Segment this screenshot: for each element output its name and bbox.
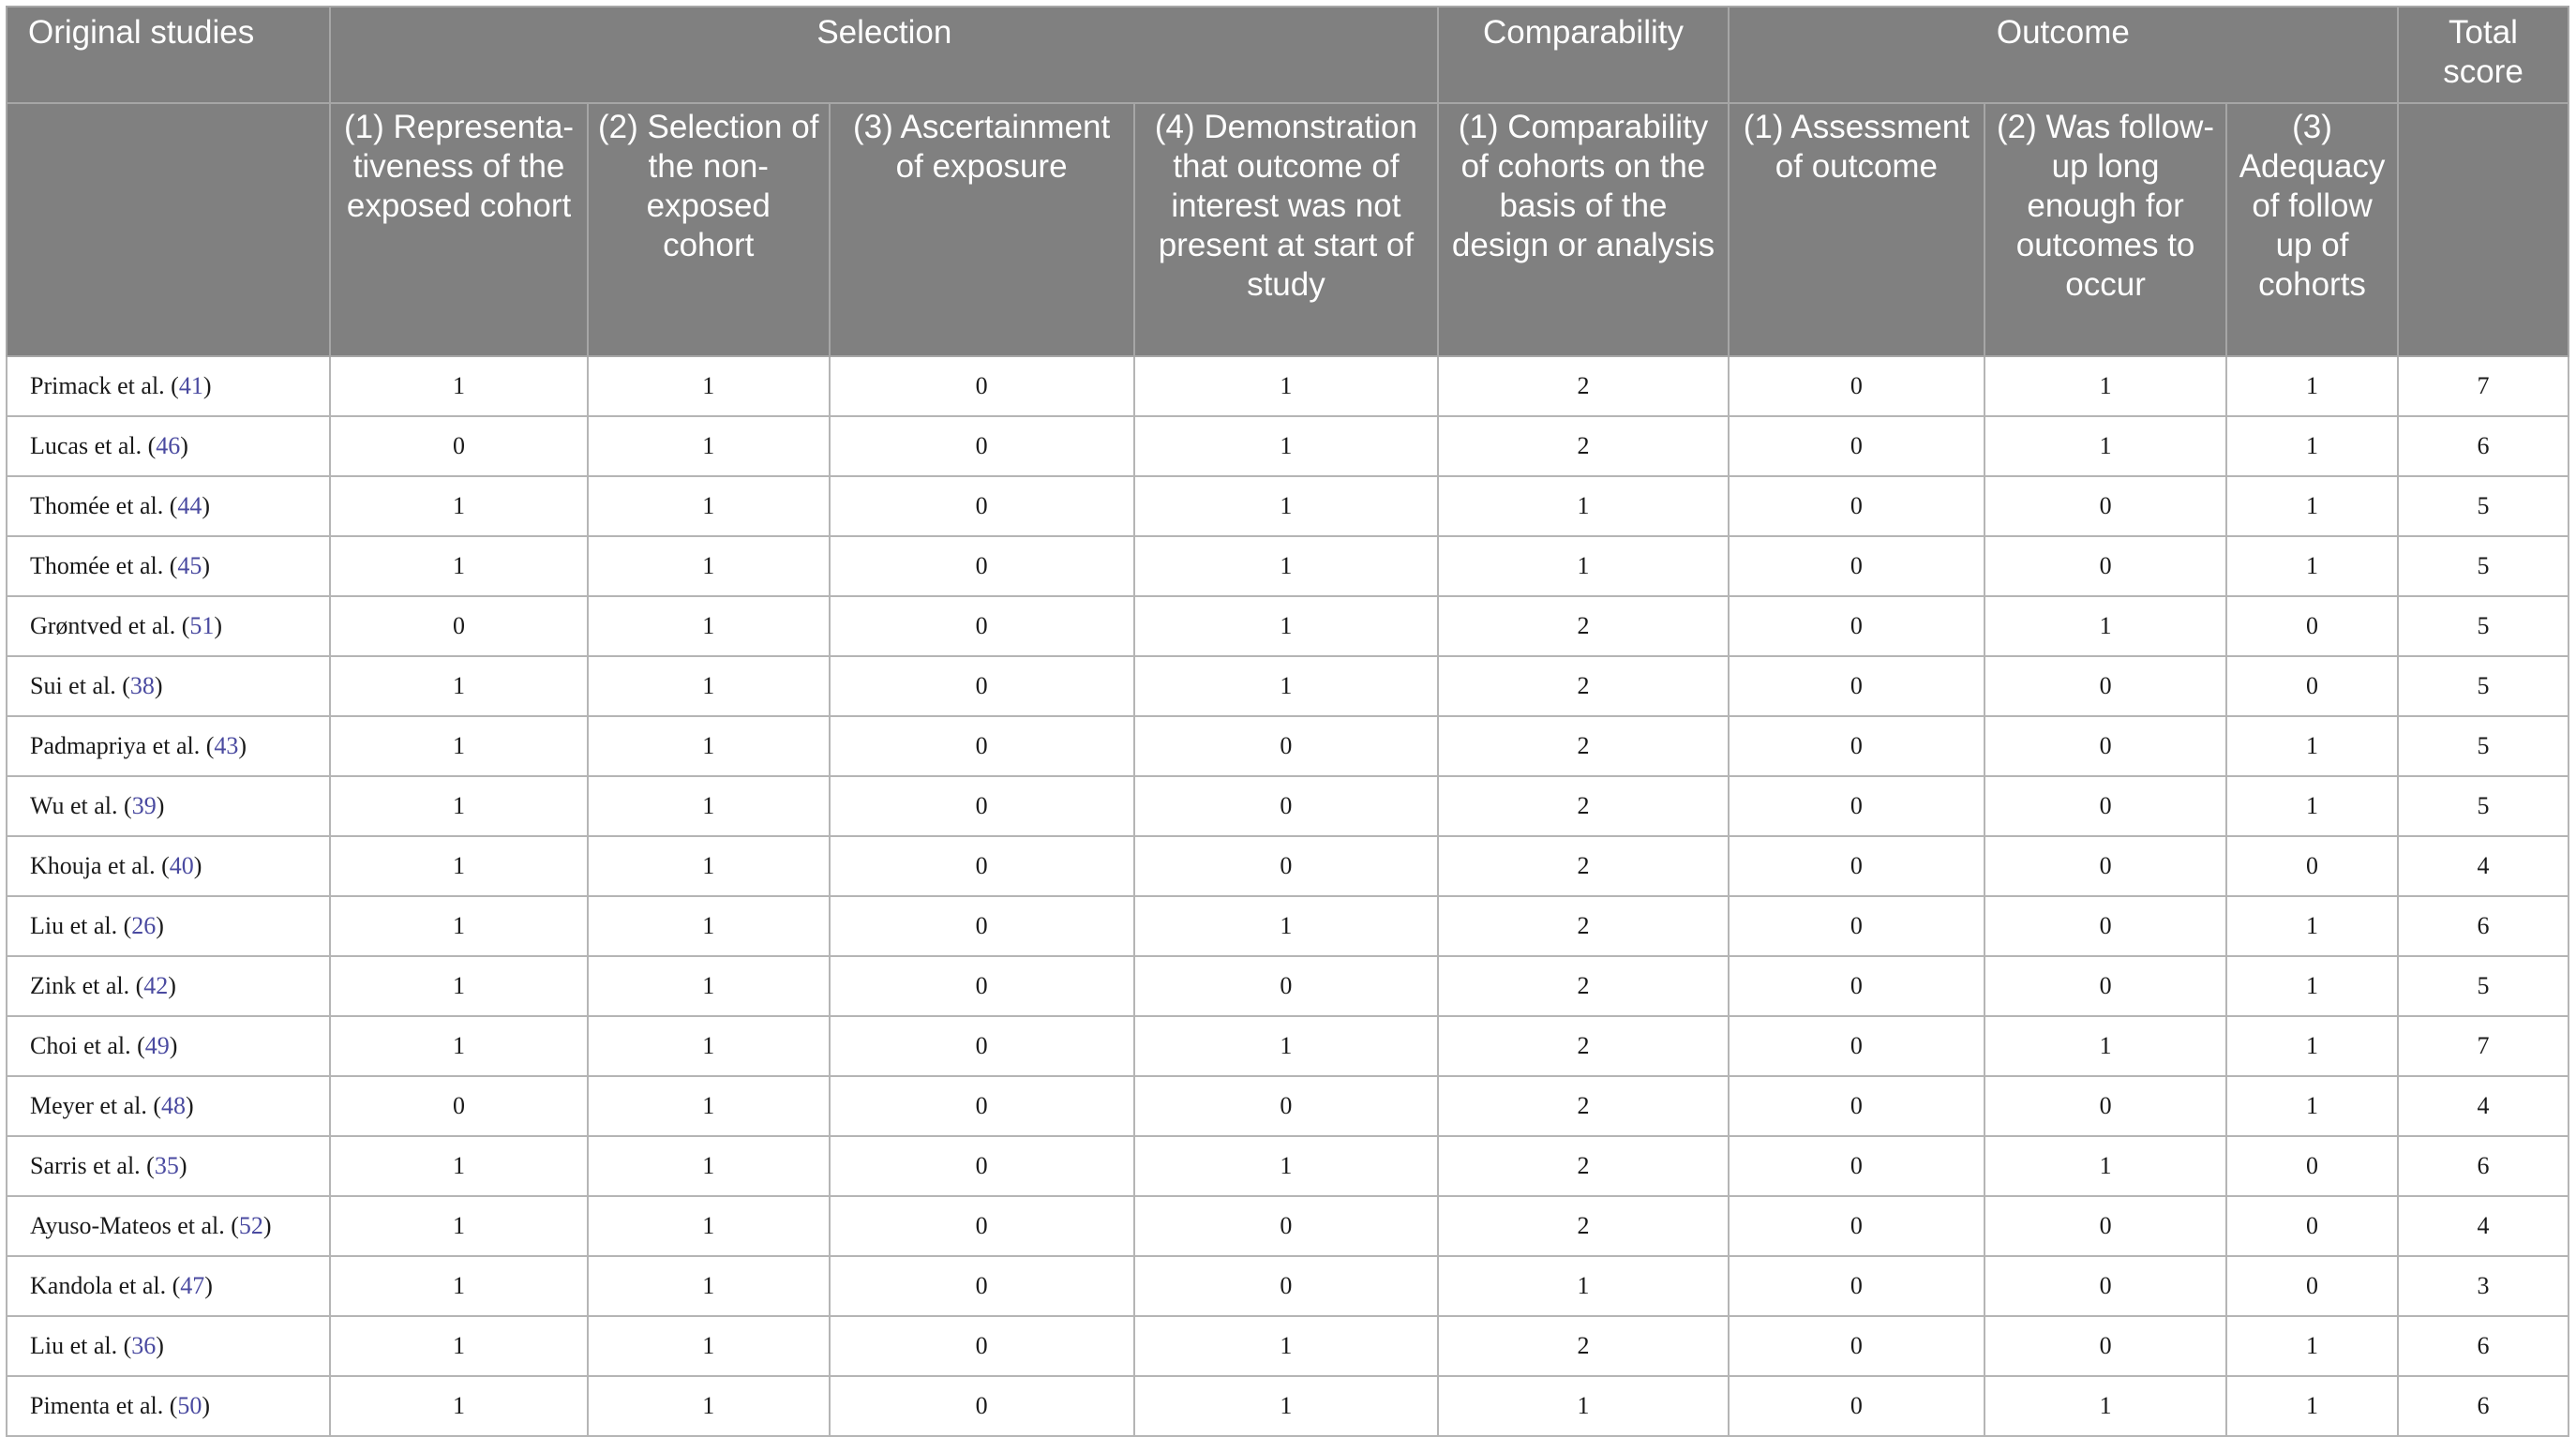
score-cell: 1: [2226, 956, 2398, 1016]
total-score-cell: 6: [2398, 1316, 2569, 1376]
score-cell: 1: [588, 1076, 830, 1136]
score-cell: 1: [330, 536, 587, 596]
score-cell: 0: [330, 1076, 587, 1136]
table-row: [7, 776, 2569, 836]
score-cell: 1: [2226, 1316, 2398, 1376]
score-cell: 0: [830, 596, 1134, 656]
score-cell: 1: [1134, 536, 1439, 596]
score-cell: 1: [1134, 656, 1439, 716]
score-cell: 1: [1984, 416, 2226, 476]
score-cell: 0: [1134, 1256, 1439, 1316]
header-selection-1: (1) Representa-tiveness of the exposed cohort: [330, 103, 587, 356]
score-cell: 0: [1984, 896, 2226, 956]
score-cell: 0: [1134, 716, 1439, 776]
total-score-cell: 5: [2398, 656, 2569, 716]
score-cell: 2: [1438, 1076, 1728, 1136]
score-cell: 0: [830, 1076, 1134, 1136]
total-score-cell: 4: [2398, 1076, 2569, 1136]
score-cell: 1: [2226, 356, 2398, 416]
score-cell: 0: [830, 1196, 1134, 1256]
closing-paren: ): [202, 372, 212, 399]
score-cell: 2: [1438, 656, 1728, 716]
score-cell: 0: [1984, 656, 2226, 716]
score-cell: 1: [588, 416, 830, 476]
score-cell: 1: [2226, 416, 2398, 476]
score-cell: 1: [330, 1256, 587, 1316]
score-cell: 0: [1134, 1196, 1439, 1256]
table-body: [7, 356, 2569, 1436]
study-cell: [7, 536, 330, 596]
score-cell: 1: [2226, 776, 2398, 836]
score-cell: 0: [830, 656, 1134, 716]
score-cell: 1: [330, 1196, 587, 1256]
reference-link[interactable]: 46: [156, 432, 181, 459]
score-cell: 0: [1729, 356, 1984, 416]
score-cell: 1: [2226, 716, 2398, 776]
score-cell: 0: [1729, 776, 1984, 836]
table-row: [7, 1076, 2569, 1136]
score-cell: 0: [830, 476, 1134, 536]
score-cell: 2: [1438, 896, 1728, 956]
score-cell: 0: [1729, 956, 1984, 1016]
study-cell: [7, 656, 330, 716]
header-outcome: Outcome: [1729, 7, 2398, 103]
study-name: Primack et al. (: [30, 372, 179, 399]
closing-paren: ): [178, 1152, 187, 1179]
total-score-cell: 5: [2398, 536, 2569, 596]
table-row: [7, 1376, 2569, 1436]
score-cell: 1: [588, 956, 830, 1016]
reference-link[interactable]: 36: [131, 1332, 157, 1359]
score-cell: 1: [588, 1316, 830, 1376]
closing-paren: ): [193, 852, 202, 879]
score-cell: 0: [1984, 956, 2226, 1016]
closing-paren: ): [186, 1092, 194, 1119]
study-cell: [7, 476, 330, 536]
header-blank: [7, 103, 330, 356]
score-cell: 0: [2226, 1196, 2398, 1256]
score-cell: 1: [1134, 416, 1439, 476]
score-cell: 1: [2226, 1076, 2398, 1136]
score-cell: 1: [330, 1136, 587, 1196]
score-cell: 0: [830, 776, 1134, 836]
study-name: Sarris et al. (: [30, 1152, 155, 1179]
study-cell: [7, 956, 330, 1016]
study-name: Pimenta et al. (: [30, 1392, 178, 1419]
study-name: Liu et al. (: [30, 1332, 132, 1359]
score-cell: 1: [330, 1316, 587, 1376]
score-cell: 2: [1438, 776, 1728, 836]
study-cell: [7, 776, 330, 836]
score-cell: 1: [2226, 476, 2398, 536]
score-cell: 1: [1984, 596, 2226, 656]
score-cell: 1: [330, 896, 587, 956]
score-cell: 0: [2226, 596, 2398, 656]
score-cell: 0: [830, 896, 1134, 956]
total-score-cell: 7: [2398, 356, 2569, 416]
score-cell: 0: [1729, 656, 1984, 716]
score-cell: 0: [830, 836, 1134, 896]
score-cell: 2: [1438, 1136, 1728, 1196]
score-cell: 1: [1984, 356, 2226, 416]
score-cell: 1: [1438, 1376, 1728, 1436]
reference-link[interactable]: 41: [178, 372, 203, 399]
score-cell: 1: [2226, 896, 2398, 956]
closing-paren: ): [169, 1032, 178, 1059]
score-cell: 0: [830, 956, 1134, 1016]
closing-paren: ): [214, 612, 223, 639]
score-cell: 0: [1984, 1316, 2226, 1376]
study-name: Padmapriya et al. (: [30, 732, 215, 759]
study-name: Choi et al. (: [30, 1032, 145, 1059]
study-name: Sui et al. (: [30, 672, 130, 699]
score-cell: 0: [1729, 836, 1984, 896]
closing-paren: ): [156, 1332, 164, 1359]
score-cell: 1: [1984, 1016, 2226, 1076]
score-cell: 0: [830, 416, 1134, 476]
score-cell: 1: [588, 716, 830, 776]
header-blank-total: [2398, 103, 2569, 356]
study-name: Zink et al. (: [30, 972, 144, 999]
closing-paren: ): [202, 492, 211, 519]
total-score-cell: 5: [2398, 776, 2569, 836]
score-cell: 0: [1984, 1196, 2226, 1256]
score-cell: 0: [1984, 1256, 2226, 1316]
closing-paren: ): [156, 912, 164, 939]
score-cell: 0: [1134, 1076, 1439, 1136]
reference-link[interactable]: 49: [144, 1032, 170, 1059]
score-cell: 0: [830, 716, 1134, 776]
study-name: Khouja et al. (: [30, 852, 170, 879]
table-row: [7, 356, 2569, 416]
score-cell: 1: [2226, 1016, 2398, 1076]
score-cell: 0: [1729, 1256, 1984, 1316]
score-cell: 2: [1438, 836, 1728, 896]
score-cell: 1: [1134, 476, 1439, 536]
score-cell: 0: [1729, 1196, 1984, 1256]
study-name: Thomée et al. (: [30, 492, 178, 519]
closing-paren: ): [238, 732, 247, 759]
score-cell: 0: [1729, 716, 1984, 776]
table-row: [7, 1136, 2569, 1196]
total-score-cell: 5: [2398, 716, 2569, 776]
score-cell: 2: [1438, 416, 1728, 476]
closing-paren: ): [204, 1272, 213, 1299]
score-cell: 0: [330, 416, 587, 476]
study-cell: [7, 416, 330, 476]
score-cell: 0: [1134, 956, 1439, 1016]
score-cell: 0: [2226, 836, 2398, 896]
study-cell: [7, 1016, 330, 1076]
header-original-studies: Original studies: [7, 7, 330, 103]
header-selection-2: (2) Selection of the non-exposed cohort: [588, 103, 830, 356]
study-name: Wu et al. (: [30, 792, 132, 819]
score-cell: 1: [330, 1016, 587, 1076]
score-cell: 0: [830, 1316, 1134, 1376]
total-score-cell: 6: [2398, 1376, 2569, 1436]
score-cell: 0: [1984, 836, 2226, 896]
study-cell: [7, 596, 330, 656]
score-cell: 1: [330, 716, 587, 776]
study-cell: [7, 1136, 330, 1196]
score-cell: 1: [588, 1256, 830, 1316]
closing-paren: ): [202, 1392, 211, 1419]
score-cell: 1: [588, 656, 830, 716]
score-cell: 2: [1438, 716, 1728, 776]
score-cell: 1: [1438, 476, 1728, 536]
study-cell: [7, 1256, 330, 1316]
score-cell: 1: [588, 896, 830, 956]
reference-link[interactable]: 35: [154, 1152, 179, 1179]
score-cell: 1: [588, 356, 830, 416]
reference-link[interactable]: 39: [131, 792, 157, 819]
score-cell: 0: [1984, 1076, 2226, 1136]
table-row: [7, 956, 2569, 1016]
score-cell: 1: [588, 1376, 830, 1436]
score-cell: 1: [1134, 356, 1439, 416]
study-cell: [7, 1376, 330, 1436]
study-name: Liu et al. (: [30, 912, 132, 939]
table-row: [7, 596, 2569, 656]
total-score-cell: 7: [2398, 1016, 2569, 1076]
score-cell: 0: [2226, 1256, 2398, 1316]
total-score-cell: 5: [2398, 476, 2569, 536]
score-cell: 0: [830, 1376, 1134, 1436]
score-cell: 0: [1984, 716, 2226, 776]
header-outcome-1: (1) Assessment of outcome: [1729, 103, 1984, 356]
table-row: [7, 536, 2569, 596]
score-cell: 2: [1438, 956, 1728, 1016]
table-row: [7, 1016, 2569, 1076]
header-total-score: Total score: [2398, 7, 2569, 103]
table-row: [7, 1256, 2569, 1316]
reference-link[interactable]: 43: [214, 732, 239, 759]
score-cell: 0: [1984, 776, 2226, 836]
header-outcome-3: (3) Adequacy of follow up of cohorts: [2226, 103, 2398, 356]
header-selection-3: (3) Ascertainment of exposure: [830, 103, 1134, 356]
header-outcome-2: (2) Was follow-up long enough for outcomes to occur: [1984, 103, 2226, 356]
study-cell: [7, 1076, 330, 1136]
score-cell: 1: [588, 776, 830, 836]
reference-link[interactable]: 38: [129, 672, 155, 699]
score-cell: 1: [2226, 1376, 2398, 1436]
table-row: [7, 836, 2569, 896]
score-cell: 2: [1438, 356, 1728, 416]
score-cell: 1: [588, 836, 830, 896]
study-name: Thomée et al. (: [30, 552, 178, 579]
score-cell: 0: [1984, 536, 2226, 596]
score-cell: 0: [1134, 836, 1439, 896]
closing-paren: ): [154, 672, 163, 699]
table-row: [7, 1196, 2569, 1256]
score-cell: 1: [1134, 596, 1439, 656]
score-cell: 0: [830, 536, 1134, 596]
score-cell: 0: [1729, 1316, 1984, 1376]
table-row: [7, 476, 2569, 536]
score-cell: 1: [588, 1196, 830, 1256]
reference-link[interactable]: 44: [177, 492, 202, 519]
score-cell: 0: [830, 1136, 1134, 1196]
reference-link[interactable]: 48: [161, 1092, 187, 1119]
score-cell: 1: [1984, 1376, 2226, 1436]
score-cell: 0: [1729, 1376, 1984, 1436]
score-cell: 1: [1134, 1316, 1439, 1376]
quality-assessment-table: [6, 6, 2569, 1437]
score-cell: 0: [1729, 596, 1984, 656]
reference-link[interactable]: 26: [131, 912, 157, 939]
score-cell: 0: [830, 1016, 1134, 1076]
score-cell: 0: [830, 1256, 1134, 1316]
score-cell: 1: [330, 836, 587, 896]
score-cell: 1: [330, 1376, 587, 1436]
reference-link[interactable]: 51: [189, 612, 215, 639]
header-comparability: Comparability: [1438, 7, 1728, 103]
closing-paren: ): [262, 1212, 272, 1239]
score-cell: 1: [1984, 1136, 2226, 1196]
score-cell: 1: [1134, 896, 1439, 956]
total-score-cell: 6: [2398, 1136, 2569, 1196]
study-name: Lucas et al. (: [30, 432, 157, 459]
total-score-cell: 5: [2398, 596, 2569, 656]
closing-paren: ): [168, 972, 176, 999]
score-cell: 1: [588, 1016, 830, 1076]
score-cell: 1: [330, 476, 587, 536]
score-cell: 2: [1438, 1016, 1728, 1076]
table-row: [7, 716, 2569, 776]
score-cell: 1: [588, 476, 830, 536]
score-cell: 1: [330, 656, 587, 716]
score-cell: 0: [330, 596, 587, 656]
score-cell: 1: [1438, 1256, 1728, 1316]
study-cell: [7, 1196, 330, 1256]
total-score-cell: 6: [2398, 416, 2569, 476]
score-cell: 0: [1984, 476, 2226, 536]
score-cell: 0: [830, 356, 1134, 416]
total-score-cell: 6: [2398, 896, 2569, 956]
reference-link[interactable]: 42: [143, 972, 169, 999]
score-cell: 0: [1729, 476, 1984, 536]
header-comparability-1: (1) Comparability of cohorts on the basis of the design or analysis: [1438, 103, 1728, 356]
score-cell: 0: [1134, 776, 1439, 836]
total-score-cell: 4: [2398, 1196, 2569, 1256]
score-cell: 1: [1134, 1016, 1439, 1076]
total-score-cell: 4: [2398, 836, 2569, 896]
score-cell: 0: [1729, 416, 1984, 476]
score-cell: 1: [588, 536, 830, 596]
score-cell: 0: [2226, 1136, 2398, 1196]
score-cell: 1: [330, 356, 587, 416]
score-cell: 1: [2226, 536, 2398, 596]
table-row: [7, 656, 2569, 716]
score-cell: 1: [588, 1136, 830, 1196]
table-row: [7, 416, 2569, 476]
score-cell: 1: [1134, 1376, 1439, 1436]
closing-paren: ): [180, 432, 188, 459]
score-cell: 1: [330, 956, 587, 1016]
score-cell: 1: [588, 596, 830, 656]
study-name: Grøntved et al. (: [30, 612, 190, 639]
closing-paren: ): [202, 552, 211, 579]
study-name: Ayuso-Mateos et al. (: [30, 1212, 239, 1239]
closing-paren: ): [156, 792, 165, 819]
score-cell: 2: [1438, 596, 1728, 656]
reference-link[interactable]: 52: [238, 1212, 263, 1239]
header-selection-4: (4) Demonstration that outcome of interest was not present at start of study: [1134, 103, 1439, 356]
total-score-cell: 5: [2398, 956, 2569, 1016]
reference-link[interactable]: 40: [169, 852, 194, 879]
score-cell: 1: [330, 776, 587, 836]
score-cell: 0: [1729, 1136, 1984, 1196]
total-score-cell: 3: [2398, 1256, 2569, 1316]
header-selection: Selection: [330, 7, 1438, 103]
score-cell: 1: [1134, 1136, 1439, 1196]
score-cell: 0: [1729, 1016, 1984, 1076]
score-cell: 0: [1729, 1076, 1984, 1136]
score-cell: 2: [1438, 1316, 1728, 1376]
study-cell: [7, 356, 330, 416]
study-cell: [7, 1316, 330, 1376]
study-cell: [7, 896, 330, 956]
study-cell: [7, 716, 330, 776]
score-cell: 0: [1729, 896, 1984, 956]
score-cell: 2: [1438, 1196, 1728, 1256]
reference-link[interactable]: 50: [177, 1392, 202, 1419]
study-cell: [7, 836, 330, 896]
score-cell: 0: [2226, 656, 2398, 716]
table-row: [7, 1316, 2569, 1376]
study-name: Meyer et al. (: [30, 1092, 162, 1119]
reference-link[interactable]: 45: [177, 552, 202, 579]
score-cell: 1: [1438, 536, 1728, 596]
header-row-groups: [7, 7, 2569, 103]
table-row: [7, 896, 2569, 956]
reference-link[interactable]: 47: [180, 1272, 205, 1299]
score-cell: 0: [1729, 536, 1984, 596]
study-name: Kandola et al. (: [30, 1272, 181, 1299]
header-row-criteria: [7, 103, 2569, 356]
